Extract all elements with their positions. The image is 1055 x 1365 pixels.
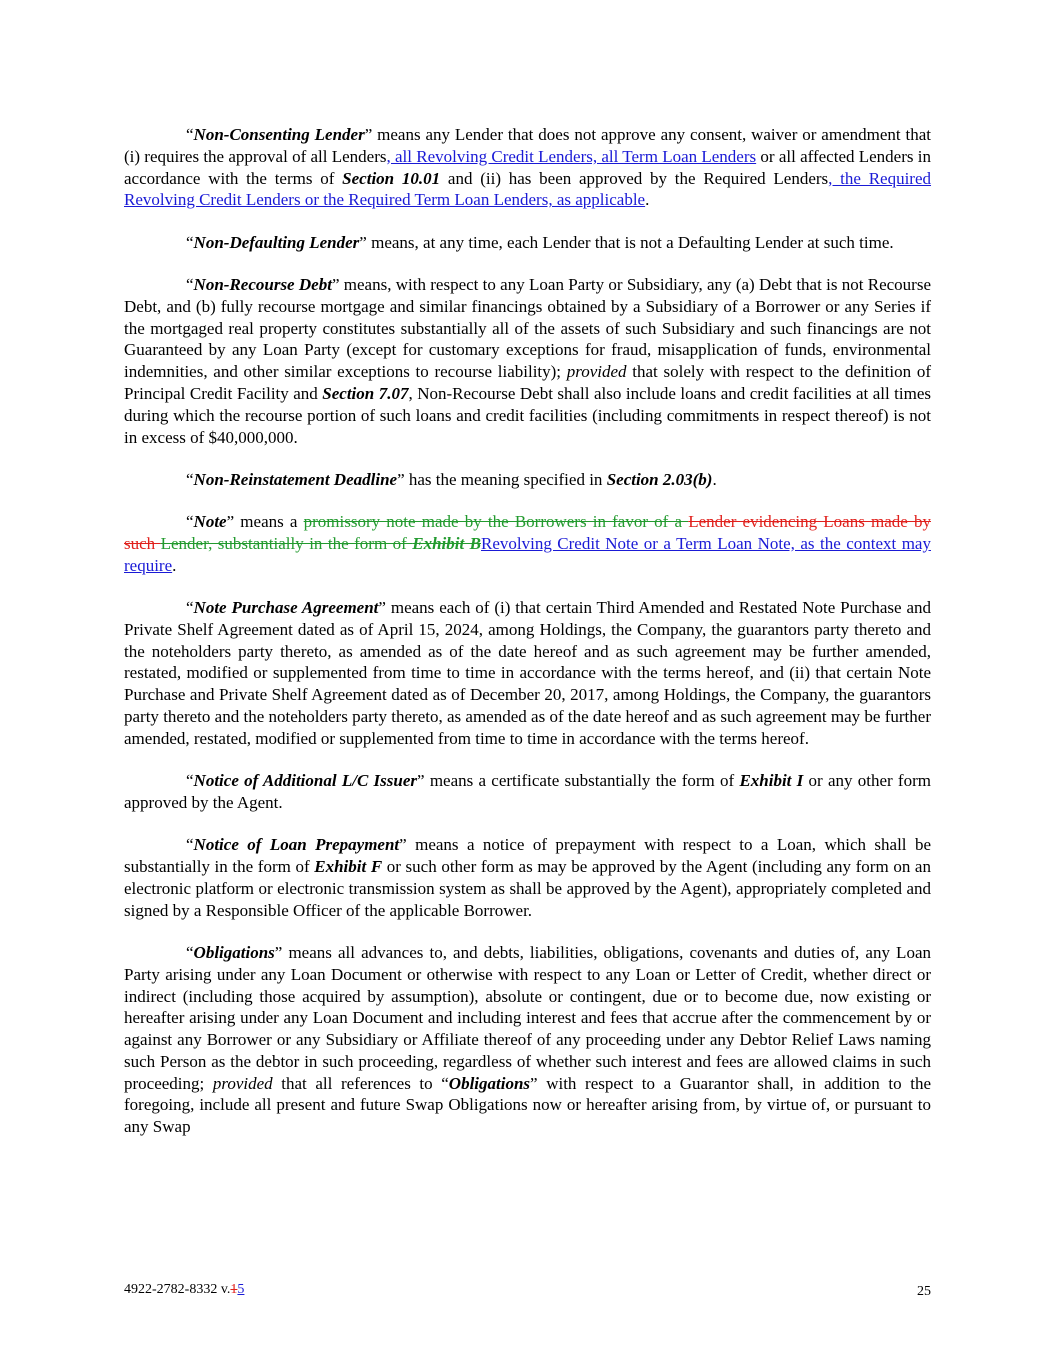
quote-open: “: [186, 274, 194, 294]
definition-non-reinstatement-deadline: [124, 469, 931, 491]
deleted-text: Lender evidencing Loans made by such: [124, 512, 931, 553]
defined-term: Note Purchase Agreement: [193, 598, 379, 618]
definition-note: [124, 511, 931, 576]
proviso-word: provided: [566, 362, 627, 382]
defined-term: Obligations: [448, 1073, 531, 1093]
quote-open: “: [186, 125, 194, 144]
quote-open: “: [186, 232, 194, 252]
quote-open: “: [186, 771, 194, 791]
defined-term: Non-Defaulting Lender: [193, 232, 360, 252]
defined-term: Obligations: [193, 942, 275, 962]
body-text: .: [172, 555, 177, 575]
definition-obligations: [124, 942, 931, 1138]
inserted-text: , all Revolving Credit Lenders, all Term Loan Lenders: [386, 146, 757, 166]
body-text: ” has the meaning specified in: [397, 469, 607, 489]
body-text: or any other form approved by the Agent.: [124, 771, 931, 812]
document-page: [124, 124, 931, 1159]
version-deleted: 1: [230, 1282, 238, 1297]
defined-term: Notice of Additional L/C Issuer: [193, 771, 418, 791]
body-text: that all references to “: [272, 1073, 449, 1093]
deleted-exhibit-reference: Exhibit B: [412, 533, 482, 553]
section-reference: Section 2.03(b): [606, 469, 713, 489]
section-reference: Section 10.01: [342, 168, 441, 188]
body-text: ” means a certificate substantially the form of: [417, 771, 740, 791]
quote-open: “: [186, 598, 194, 618]
moved-deleted-text: Lender, substantially in the form of: [160, 533, 413, 553]
defined-term: Note: [193, 512, 227, 532]
body-text: ” means each of (i) that certain Third Amended and Restated Note Purchase and Private Shelf Agreement dated as of April 15, 2024, among Holdings, the Company, the guarantors party thereto and the noteholders party thereto, as amended as of the date hereof and as such agreement may be further amended, restated, modified or supplemented from time to time in accordance with the terms hereof, and (ii) that certain Note Purchase and Private Shelf Agreement dated as of December 20, 2017, among Holdings, the Company, the guarantors party thereto and the noteholders party thereto, as amended as of the date hereof and as such agreement may be further amended, restated, modified or supplemented from time to time in accordance with the terms hereof.: [124, 598, 931, 748]
exhibit-reference: Exhibit I: [739, 771, 804, 791]
definition-notice-of-additional-lc-issuer: [124, 770, 931, 814]
document-id-text: 4922-2782-8332 v.: [124, 1282, 231, 1297]
body-text: .: [645, 190, 650, 210]
quote-open: “: [186, 942, 194, 962]
quote-open: “: [186, 512, 194, 532]
inserted-text: , the Required Revolving Credit Lenders or the Required Term Loan Lenders, as applicable: [124, 168, 932, 210]
defined-term: Non-Reinstatement Deadline: [193, 469, 398, 489]
body-text: ” with respect to a Guarantor shall, in addition to the foregoing, include all present and future Swap Obligations now or hereafter arising from, by virtue of, or pursuant to any Swap: [124, 1073, 932, 1137]
inserted-text: Revolving Credit Note or a Term Loan Note, as the context may require: [124, 533, 931, 575]
definition-non-defaulting-lender: [124, 232, 931, 254]
version-inserted: 5: [237, 1282, 245, 1297]
defined-term: Notice of Loan Prepayment: [193, 835, 400, 855]
definition-non-consenting-lender: [124, 124, 931, 211]
section-reference: Section 7.07: [322, 383, 409, 403]
proviso-word: provided: [212, 1073, 273, 1093]
body-text: .: [712, 469, 717, 489]
definition-non-recourse-debt: [124, 274, 931, 448]
body-text: ” means a notice of prepayment with respect to a Loan, which shall be substantially in the form of: [124, 835, 931, 877]
quote-open: “: [186, 835, 194, 855]
defined-term: Non-Recourse Debt: [193, 274, 332, 294]
body-text: or all affected Lenders in accordance with the terms of: [124, 146, 931, 188]
definition-note-purchase-agreement: [124, 597, 931, 750]
body-text: , Non-Recourse Debt shall also include loans and credit facilities at all times during which the recourse portion of such loans and credit facilities (including commitments in respect thereof) is not in excess of $40,000,000.: [124, 383, 931, 447]
quote-open: “: [186, 469, 194, 489]
body-text: ” means, at any time, each Lender that is not a Defaulting Lender at such time.: [359, 232, 894, 252]
body-text: and (ii) has been approved by the Required Lenders: [440, 168, 829, 188]
moved-deleted-text: promissory note made by the Borrowers in favor of a: [303, 512, 689, 532]
body-text: ” means, with respect to any Loan Party or Subsidiary, any (a) Debt that is not Recourse Debt, and (b) fully recourse mortgage and similar financings obtained by a Subsidiary of a Borrower or any Series if the mortgaged real property constitutes substantially all of the assets of such Subsidiary and such financings are not Guaranteed by any Loan Party (except for customary exceptions for fraud, misapplication of funds, environmental indemnities, and other similar exceptions to recourse liability);: [124, 274, 931, 382]
exhibit-reference: Exhibit F: [314, 857, 383, 877]
page-number: 25: [917, 1284, 931, 1299]
body-text: ” means any Lender that does not approve any consent, waiver or amendment that (i) requires the approval of all Lenders: [124, 125, 931, 166]
document-id: [124, 1282, 244, 1298]
body-text: that solely with respect to the definition of Principal Credit Facility and: [124, 362, 931, 403]
body-text: or such other form as may be approved by the Agent (including any form on an electronic platform or electronic transmission system as shall be approved by the Agent), appropriately completed and signed by a Responsible Officer of the applicable Borrower.: [124, 857, 931, 920]
definition-notice-of-loan-prepayment: [124, 834, 931, 921]
body-text: ” means all advances to, and debts, liabilities, obligations, covenants and duties of, any Loan Party arising under any Loan Document or otherwise with respect to any Loan or Letter of Credit, whether direct or indirect (including those acquired by assumption), absolute or contingent, due or to become due, now existing or hereafter arising under any Loan Document and including interest and fees that accrue after the commencement by or against any Borrower or any Subsidiary or Affiliate thereof of any proceeding under any Debtor Relief Laws naming such Person as the debtor in such proceeding, regardless of whether such interest and fees are allowed claims in such proceeding;: [124, 942, 931, 1093]
defined-term: Non-Consenting Lender: [193, 125, 365, 144]
body-text: ” means a: [226, 512, 304, 532]
